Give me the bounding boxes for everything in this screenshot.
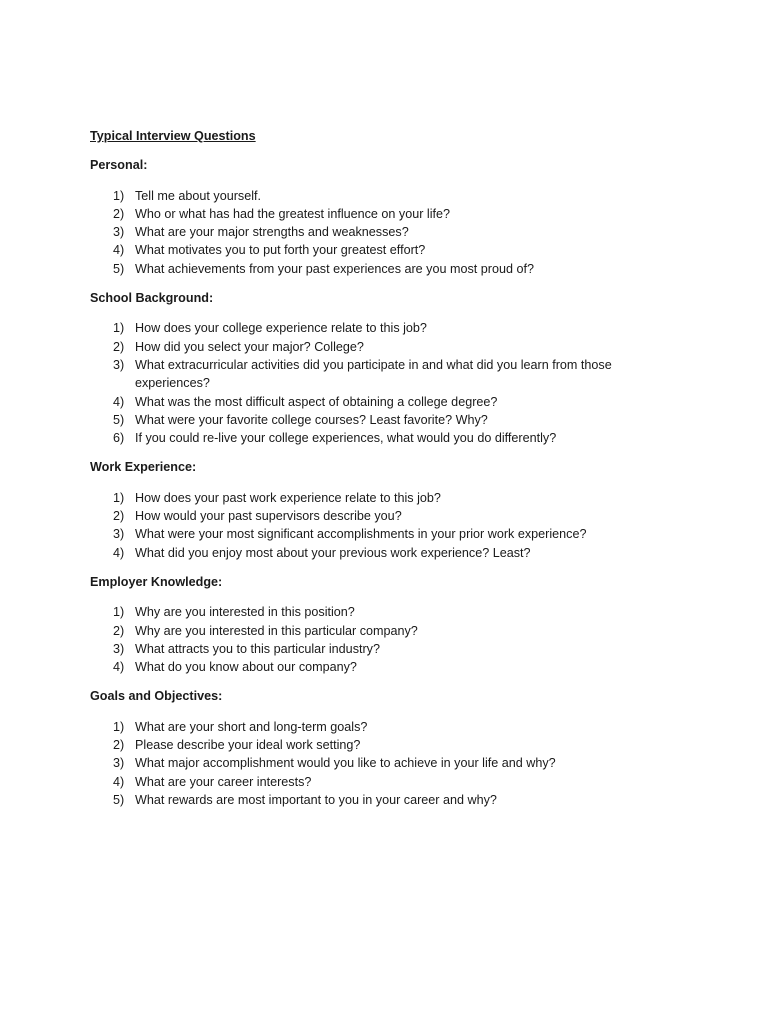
list-item — [90, 622, 650, 640]
list-item — [90, 393, 650, 411]
section-goals-and-objectives — [90, 687, 650, 809]
question-text: What are your career interests? — [135, 774, 312, 789]
list-item — [90, 754, 650, 772]
section-heading: Employer Knowledge: — [90, 574, 223, 589]
question-number: 4) — [113, 774, 125, 789]
question-text: What major accomplishment would you like to achieve in your life and why? — [135, 756, 556, 771]
list-item — [90, 260, 650, 278]
list-item — [90, 319, 650, 337]
question-text: What do you know about our company? — [135, 660, 357, 675]
question-number: 4) — [113, 660, 125, 675]
question-number: 5) — [113, 792, 125, 807]
list-item — [90, 791, 650, 809]
question-text: What were your favorite college courses? Least favorite? Why? — [135, 412, 488, 427]
question-text: What are your major strengths and weaknesses? — [135, 225, 409, 240]
question-text: What were your most significant accomplishments in your prior work experience? — [135, 527, 587, 542]
section-heading: Work Experience: — [90, 460, 197, 475]
question-text: How does your college experience relate to this job? — [135, 321, 427, 336]
question-text: If you could re-live your college experiences, what would you do differently? — [135, 431, 557, 446]
section-employer-knowledge — [90, 573, 650, 676]
list-item — [90, 507, 650, 525]
question-number: 2) — [113, 738, 125, 753]
question-text: What achievements from your past experiences are you most proud of? — [135, 261, 534, 276]
question-text: Please describe your ideal work setting? — [135, 738, 361, 753]
question-number: 1) — [113, 321, 125, 336]
question-number: 3) — [113, 527, 125, 542]
question-number: 5) — [113, 261, 125, 276]
list-item — [90, 411, 650, 429]
question-text: What are your short and long-term goals? — [135, 719, 368, 734]
question-text: What did you enjoy most about your previous work experience? Least? — [135, 545, 531, 560]
question-number: 1) — [113, 605, 125, 620]
question-text: Why are you interested in this position? — [135, 605, 355, 620]
question-list — [90, 603, 650, 676]
list-item — [90, 489, 650, 507]
question-text: How does your past work experience relate to this job? — [135, 490, 441, 505]
list-item — [90, 338, 650, 356]
list-item — [90, 640, 650, 658]
section-work-experience — [90, 458, 650, 561]
document-title: Typical Interview Questions — [90, 129, 256, 143]
list-item — [90, 241, 650, 259]
question-number: 3) — [113, 357, 125, 372]
list-item — [90, 205, 650, 223]
section-heading: Personal: — [90, 158, 148, 173]
question-text: Who or what has had the greatest influence on your life? — [135, 206, 451, 221]
question-number: 1) — [113, 719, 125, 734]
list-item — [90, 429, 650, 447]
question-text: What was the most difficult aspect of obtaining a college degree? — [135, 394, 498, 409]
question-number: 2) — [113, 206, 125, 221]
list-item — [90, 525, 650, 543]
section-heading: School Background: — [90, 291, 214, 306]
question-text: What extracurricular activities did you participate in and what did you learn from those experiences? — [135, 357, 612, 391]
question-number: 1) — [113, 490, 125, 505]
section-heading: Goals and Objectives: — [90, 689, 223, 704]
section-personal — [90, 156, 650, 278]
question-number: 2) — [113, 623, 125, 638]
question-number: 2) — [113, 509, 125, 524]
question-text: Why are you interested in this particular company? — [135, 623, 418, 638]
question-number: 2) — [113, 339, 125, 354]
list-item — [90, 187, 650, 205]
question-list — [90, 489, 650, 562]
question-number: 3) — [113, 641, 125, 656]
question-list — [90, 718, 650, 809]
list-item — [90, 773, 650, 791]
question-number: 6) — [113, 431, 125, 446]
list-item — [90, 718, 650, 736]
question-text: How would your past supervisors describe you? — [135, 509, 402, 524]
question-number: 4) — [113, 243, 125, 258]
question-text: What attracts you to this particular industry? — [135, 641, 380, 656]
question-text: What motivates you to put forth your greatest effort? — [135, 243, 426, 258]
question-number: 1) — [113, 188, 125, 203]
question-text: What rewards are most important to you in your career and why? — [135, 792, 497, 807]
question-list — [90, 187, 650, 278]
question-number: 3) — [113, 225, 125, 240]
list-item — [90, 223, 650, 241]
section-school-background — [90, 289, 650, 447]
question-list — [90, 319, 650, 447]
list-item — [90, 544, 650, 562]
question-number: 4) — [113, 394, 125, 409]
list-item — [90, 658, 650, 676]
list-item — [90, 356, 650, 393]
document-content — [90, 127, 650, 820]
question-number: 3) — [113, 756, 125, 771]
question-text: How did you select your major? College? — [135, 339, 364, 354]
list-item — [90, 603, 650, 621]
question-number: 4) — [113, 545, 125, 560]
list-item — [90, 736, 650, 754]
question-text: Tell me about yourself. — [135, 188, 261, 203]
question-number: 5) — [113, 412, 125, 427]
